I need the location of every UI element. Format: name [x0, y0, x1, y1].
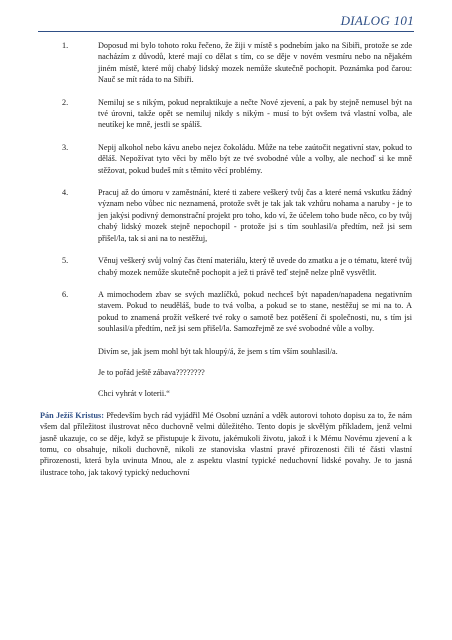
item-text: Doposud mi bylo tohoto roku řečeno, že žiji v místě s podnebím jako na Sibiři, protože se zde nacházím z důvodů, které mají co dělat s tím, co se děje v novém vesmíru nebo na nějakém jiném místě, které můj chabý lidský mozek nemůže skutečně pochopit. Poznámka pod čarou: Nauč se mít ráda to na Sibiři.	[98, 41, 412, 85]
item-number: 2.	[62, 97, 69, 107]
list-item	[40, 97, 412, 131]
letter-paragraph: Je to pořád ještě zábava????????	[98, 367, 205, 377]
item-number: 1.	[62, 41, 69, 50]
numbered-list	[40, 40, 412, 335]
item-number: 6.	[62, 289, 69, 299]
page-header-title: DIALOG 101	[340, 13, 414, 28]
item-number: 4.	[62, 188, 69, 198]
response-paragraph	[40, 410, 412, 478]
list-item	[40, 40, 412, 86]
document-body	[40, 40, 412, 486]
item-text: A mimochodem zbav se svých mazlíčků, pokud nechceš být napaden/napadena negativním stavem. Pokud to neuděláš, bude to tvá volba, a pokud se to stane, nestěžuj se mi na to. A pokud to znamená prožít veškeré tvé roky o samotě bez potěšení či společnosti, nu, s tím jsi souhlasil/a předtím, než jsi sem přišel/la. Samozřejmě ze své svobodné vůle a volby.	[98, 289, 412, 334]
item-text: Nemiluj se s nikým, pokud nepraktikuje a nečte Nové zjevení, a pak by stejně nemusel být na tvé úrovni, takže opět se nemiluj nikdy s nikým - musí to být ovšem tvá vlastní volba, ale neutíkej ke mně, jestli se spálíš.	[98, 97, 412, 130]
header-rule	[38, 31, 414, 32]
item-text: Věnuj veškerý svůj volný čas čtení materiálu, který tě uvede do zmatku a je o tématu, které tvůj chabý mozek nemůže skutečně pochopit a jež ti právě teď stejně nelze plně vysvětlit.	[98, 256, 412, 277]
list-item	[40, 187, 412, 244]
speaker-label: Pán Ježíš Kristus:	[40, 410, 104, 420]
letter-paragraph: Chci vyhrát v loterii.“	[98, 389, 170, 399]
item-text: Pracuj až do úmoru v zaměstnání, které ti zabere veškerý tvůj čas a které nemá vskutku žádný význam nebo vůbec nic neznamená, protože svět je tak jak tak vzhůru nohama a naruby - je to jen jakýsi podivný demonstrační projekt pro toho, kdo ví, že účelem toho bude něco, co by tvůj chabý lidský mozek stejně nepochopil - protože jsi s tím souhlasil/a předtím, než jsi sem přišel/la, tak si ani na to nestěžuj,	[98, 188, 412, 243]
list-item	[40, 289, 412, 335]
item-number: 3.	[62, 142, 69, 152]
item-number: 5.	[62, 256, 69, 266]
list-item	[40, 255, 412, 278]
item-text: Nepij alkohol nebo kávu anebo nejez čokoládu. Může na tebe zaútočit negativní stav, pokud to děláš. Nepožívat tyto věci by mělo být ze tvé svobodné vůle a volby, ale nechoď si ke mně stěžovat, pokud budeš mít s těmito věcí problémy.	[98, 142, 412, 175]
letter-paragraph: Divím se, jak jsem mohl být tak hloupý/á, že jsem s tím vším souhlasil/a.	[98, 346, 338, 356]
response-text: Především bych rád vyjádřil Mé Osobní uznání a vděk autorovi tohoto dopisu za to, že nám všem dal příležitost ilustrovat něco duchovně velmi důležitého. Tento dopis je skvělým příkladem, jenž velmi jasně ukazuje, co se děje, když se přistupuje k životu, jakémukoli životu, jakož i k Mému Novému zjevení a k tomu, co obsahuje, nikoli duchovně, nikoli ze stanoviska vlastní pravé přirozenosti čili té části vlastní přirozenosti, která byla uvinuta Mnou, ale z aspektu vlastní typické neduchovní lidské povahy. Je to jasná ilustrace toho, jak takový typický neduchovní	[40, 410, 412, 477]
list-item	[40, 142, 412, 176]
